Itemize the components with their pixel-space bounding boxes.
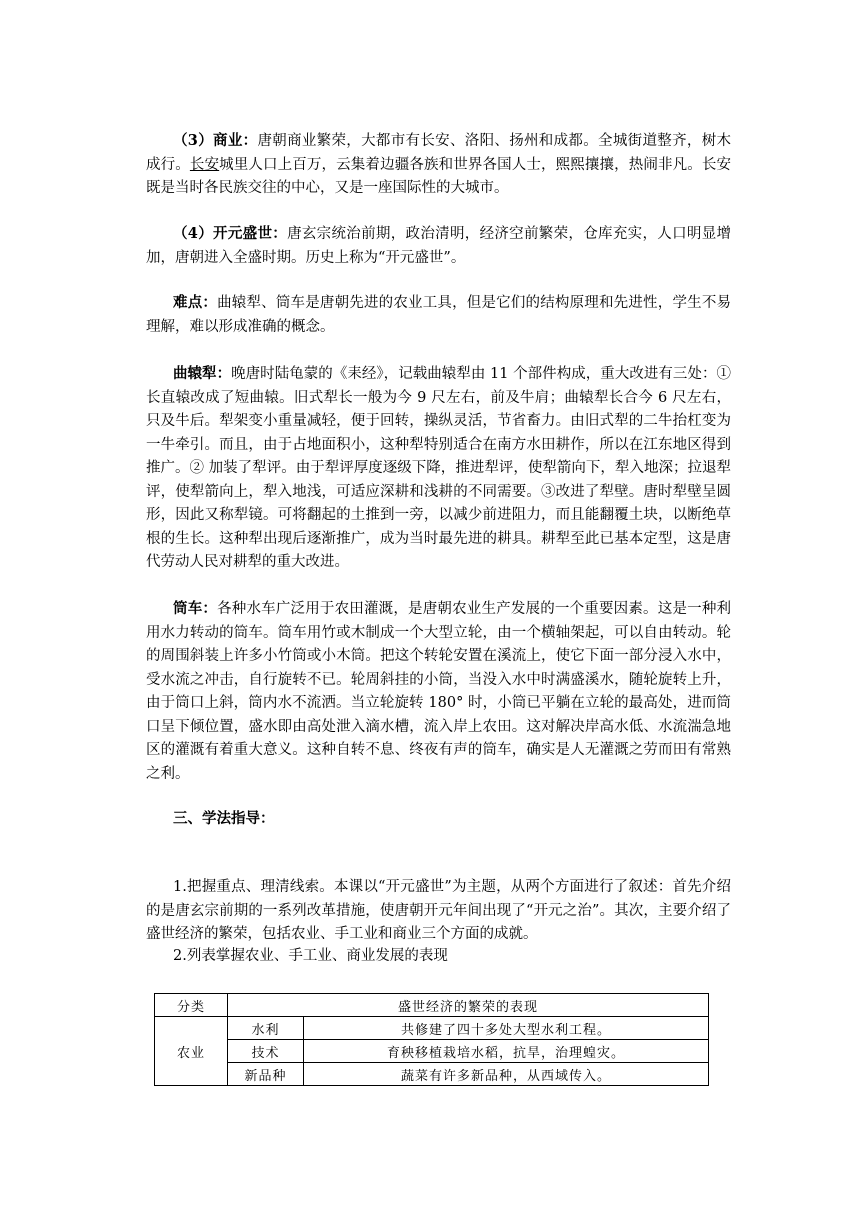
table-detail: 蔬菜有许多新品种，从西域传入。 (304, 1063, 709, 1086)
table-detail: 共修建了四十多处大型水利工程。 (304, 1017, 709, 1040)
commerce-text-a: 唐朝商业繁荣，大都市有长安、洛阳、扬州和成都。全城街道整齐，树木成行。 (146, 133, 732, 173)
method-item-2: 2.列表掌握农业、手工业、商业发展的表现 (173, 948, 448, 964)
paragraph-kaiyuan (146, 222, 731, 270)
paragraph-plough (146, 362, 731, 575)
commerce-lead: （3）商业： (173, 132, 258, 149)
table-header-row (155, 994, 709, 1017)
commerce-text-b: 城里人口上百万，云集着边疆各族和世界各国人士，熙熙攘攘，热闹非凡。长安既是当时各民族交往的中心，又是一座国际性的大城市。 (146, 156, 732, 196)
table-detail: 育秧移植栽培水稻，抗旱，治理蝗灾。 (304, 1040, 709, 1063)
waterwheel-text: 各种水车广泛用于农田灌溉，是唐朝农业生产发展的一个重要因素。这是一种利用水力转动的筒车。筒车用竹或木制成一个大型立轮，由一个横轴架起，可以自由转动。轮的周围斜装上许多小竹筒或小木筒。把这个转轮安置在溪流上，使它下面一部分浸入水中，受水流之冲击，自行旋转不已。轮周斜挂的小筒，当没入水中时满盛溪水，随轮旋转上升，由于筒口上斜，筒内水不流洒。当立轮旋转 180° 时，小筒已平躺在立轮的最高处，进而筒口呈下倾位置，盛水即由高处泄入滴水槽，流入岸上农田。这对解决岸高水低、水流湍急地区的灌溉有着重大意义。这种自转不息、终夜有声的筒车，确实是人无灌溉之劳而田有常熟之利。 (146, 601, 732, 782)
kaiyuan-text: 唐玄宗统治前期，政治清明，经济空前繁荣，仓库充实，人口明显增加，唐朝进入全盛时期。历史上称为“开元盛世”。 (146, 226, 731, 266)
kaiyuan-lead: （4）开元盛世： (173, 225, 288, 242)
table-header-category: 分类 (155, 994, 228, 1017)
table-row (155, 1017, 709, 1040)
table-sub-label: 技术 (228, 1040, 304, 1063)
table-row (155, 1040, 709, 1063)
plough-lead: 曲辕犁： (173, 365, 232, 382)
table-sub-label: 水利 (228, 1017, 304, 1040)
table-group-agriculture: 农业 (155, 1017, 228, 1086)
paragraph-waterwheel (146, 597, 731, 786)
table-header-content: 盛世经济的繁荣的表现 (228, 994, 709, 1017)
paragraph-commerce (146, 129, 731, 201)
paragraph-difficulty (146, 291, 731, 339)
difficulty-text: 曲辕犁、筒车是唐朝先进的农业工具，但是它们的结构原理和先进性，学生不易理解，难以形成准确的概念。 (146, 295, 732, 335)
prosperity-table (154, 993, 709, 1086)
changan-underlined: 长安 (189, 156, 220, 173)
table-row (155, 1063, 709, 1086)
method-item-1: 1.把握重点、理清线索。本课以“开元盛世”为主题，从两个方面进行了叙述：首先介绍的是唐玄宗前期的一系列改革措施，使唐朝开元年间出现了“开元之治”。其次，主要介绍了盛世经济的繁荣，包括农业、手工业和商业三个方面的成就。 (146, 879, 731, 942)
table-sub-label: 新品种 (228, 1063, 304, 1086)
waterwheel-lead: 筒车： (173, 600, 218, 617)
difficulty-lead: 难点： (173, 294, 218, 311)
plough-text: 晚唐时陆龟蒙的《耒经》，记载曲辕犁由 11 个部件构成，重大改进有三处：①长直辕改成了短曲辕。旧式犁长一般为今 9 尺左右，前及牛肩；曲辕犁长合今 6 尺左右，只及牛后。犁架变小重量减轻，便于回转，操纵灵活，节省畜力。由旧式犁的二牛抬杠变为一牛牵引。而且，由于占地面积小，这种犁特别适合在南方水田耕作，所以在江东地区得到推广。② 加装了犁评。由于犁评厚度逐级下降，推进犁评，使犁箭向下，犁入地深；拉退犁评，使犁箭向上，犁入地浅，可适应深耕和浅耕的不同需要。③改进了犁壁。唐时犁壁呈圆形，因此又称犁镜。可将翻起的土推到一旁，以减少前进阻力，而且能翻覆土块，以断绝草根的生长。这种犁出现后逐渐推广，成为当时最先进的耕具。耕犁至此已基本定型，这是唐代劳动人民对耕犁的重大改进。 (146, 366, 732, 570)
method-heading: 三、学法指导： (173, 810, 275, 827)
